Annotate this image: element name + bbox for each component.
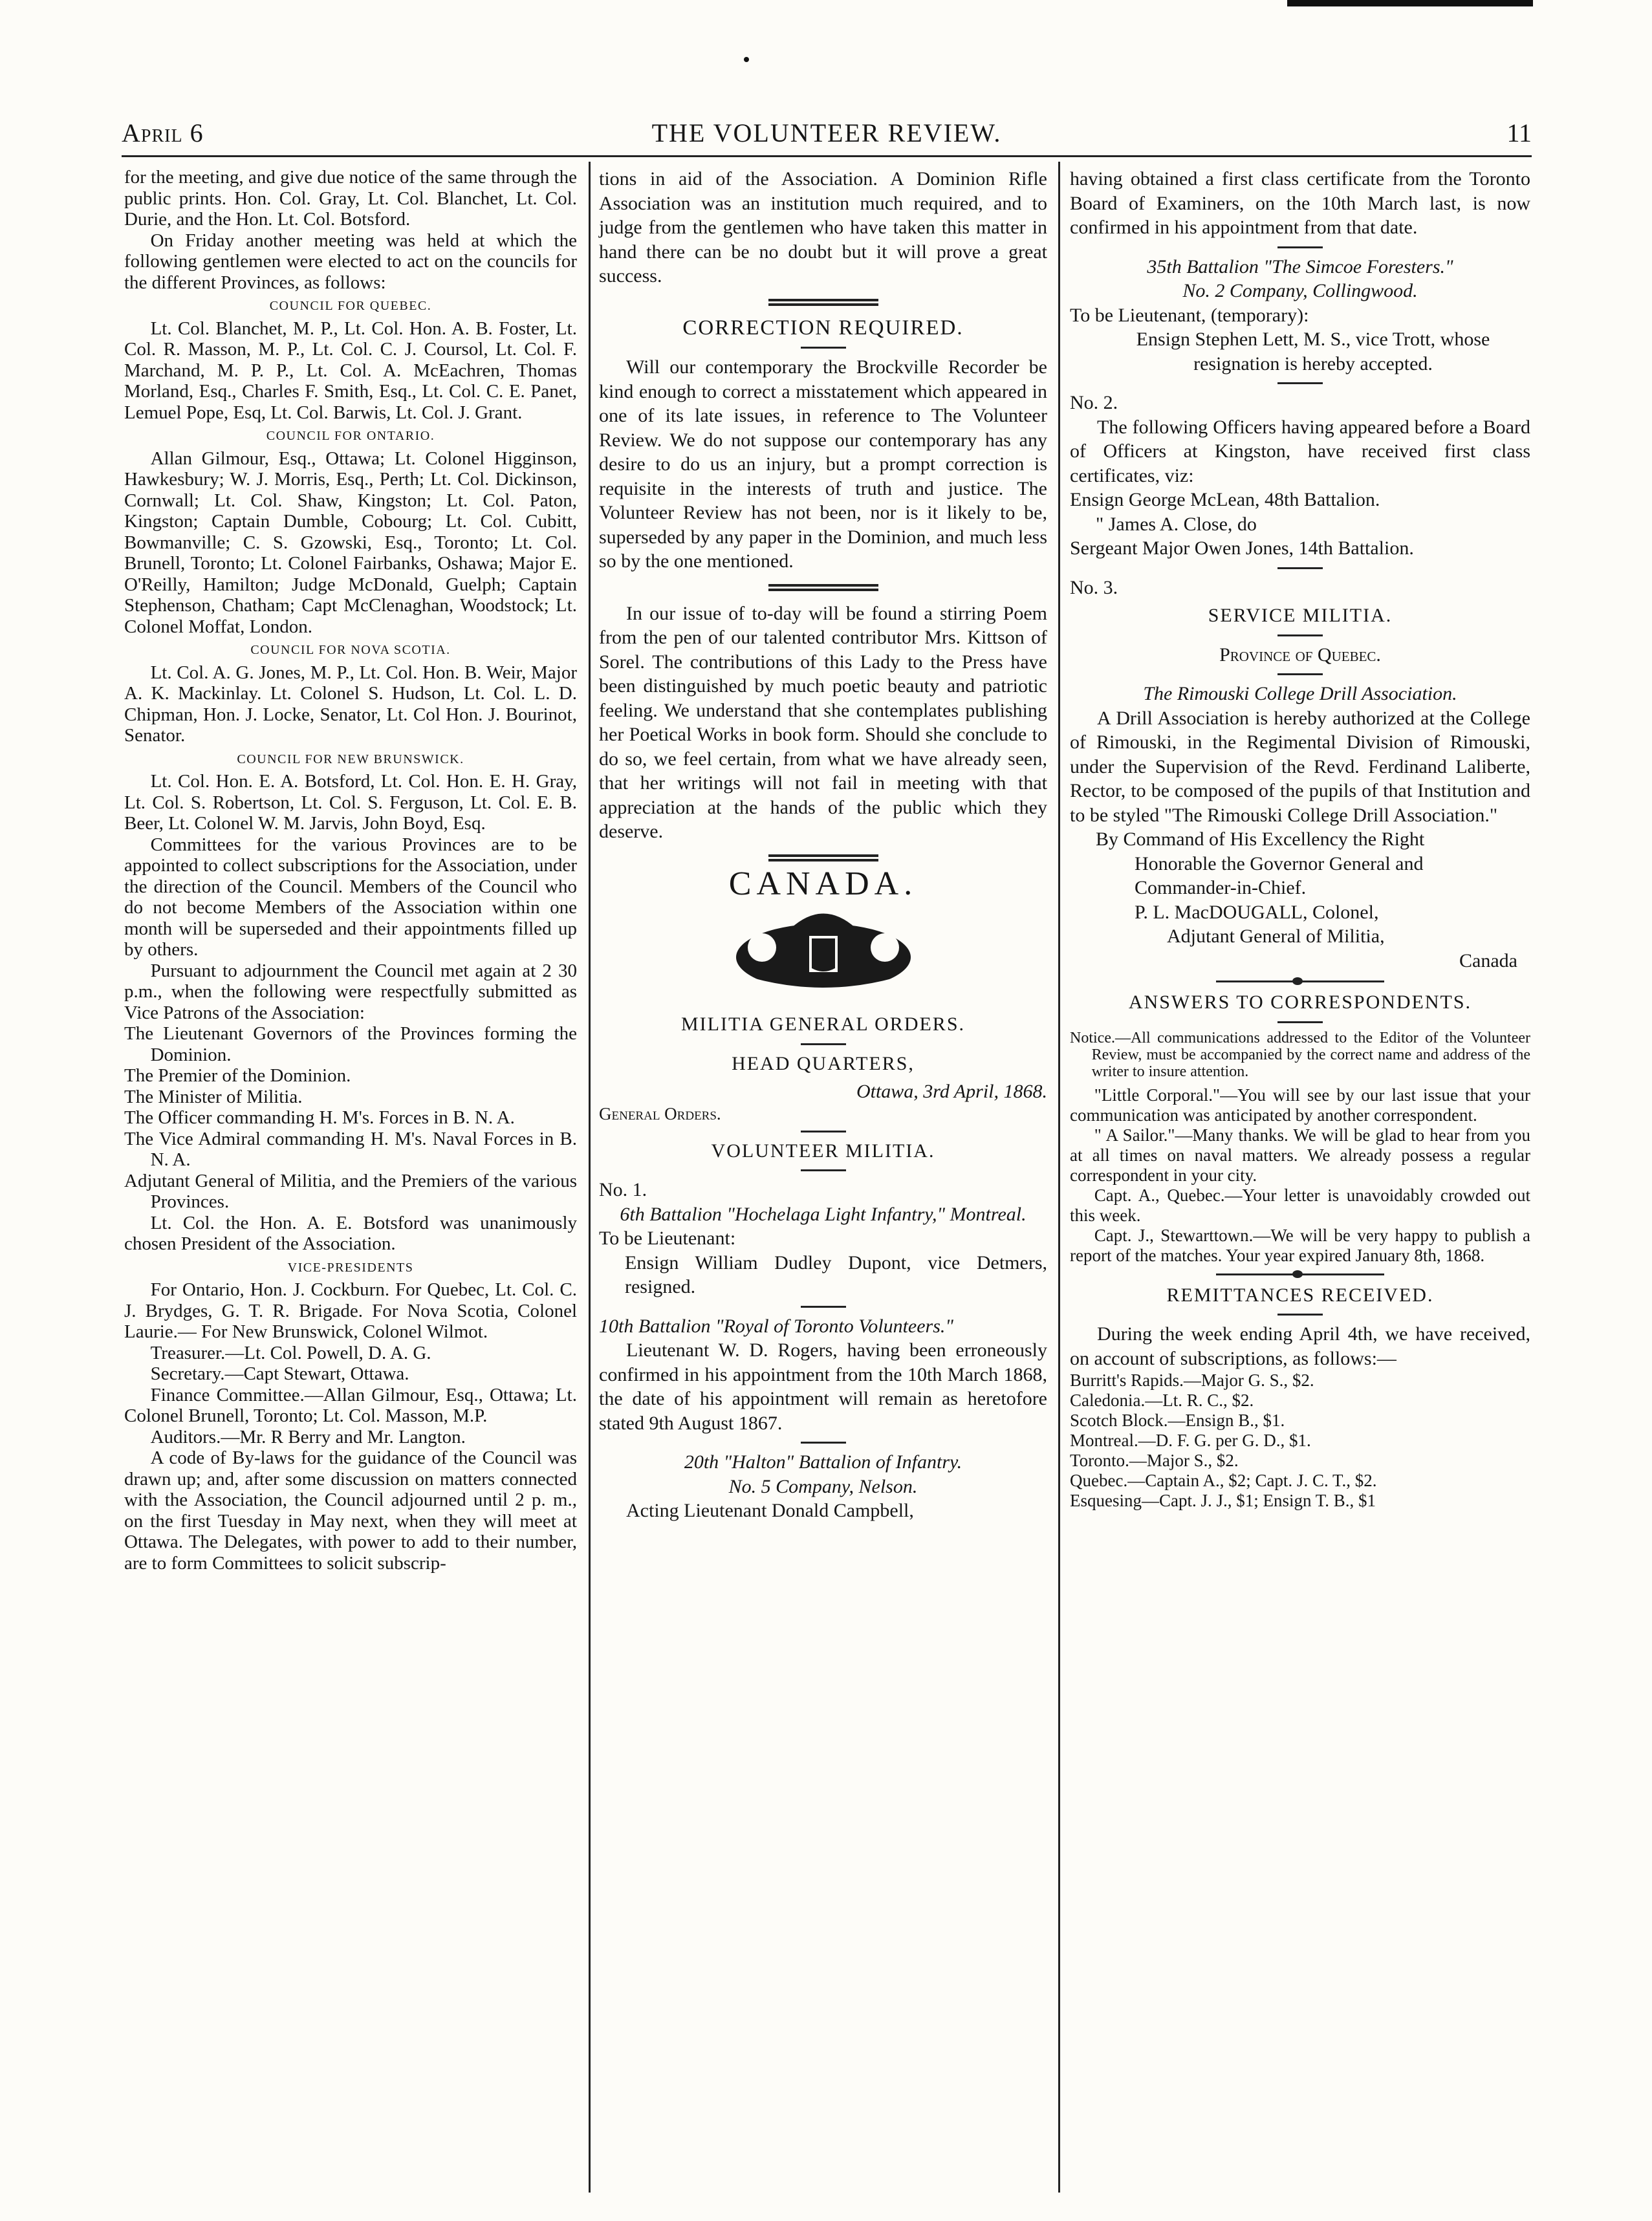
coat-of-arms-icon — [726, 902, 920, 999]
header-rule — [122, 155, 1532, 157]
short-rule — [1277, 1314, 1323, 1316]
short-rule — [801, 1043, 846, 1045]
section-heading: REMITTANCES RECEIVED. — [1166, 1284, 1434, 1306]
column-3 — [1070, 167, 1530, 1511]
section-heading: SERVICE MILITIA. — [1208, 605, 1393, 626]
paragraph: To be Lieutenant: — [599, 1228, 736, 1249]
double-rule — [768, 299, 878, 306]
list-item: The Minister of Militia. — [124, 1086, 303, 1107]
short-rule — [1277, 673, 1323, 675]
double-rule — [768, 584, 878, 591]
short-rule — [801, 1169, 846, 1171]
paragraph: The following Officers having appeared before a Board of Officers at Kingston, have received first class certificates, viz: — [1070, 416, 1530, 486]
column-2 — [599, 167, 1047, 1523]
company-heading: No. 5 Company, Nelson. — [728, 1475, 918, 1497]
short-rule — [801, 347, 846, 349]
paragraph: Capt. A., Quebec.—Your letter is unavoidably crowded out this week. — [1070, 1185, 1530, 1225]
paragraph: For Ontario, Hon. J. Cockburn. For Quebec, Lt. Col. C. J. Brydges, G. T. R. Brigade. For Nova Scotia, Colonel Laurie.— For New Brunswick, Colonel Wilmot. — [124, 1279, 577, 1342]
short-rule — [1277, 246, 1323, 248]
short-rule — [801, 1442, 846, 1444]
paragraph: Acting Lieutenant Donald Campbell, — [626, 1500, 914, 1521]
header-date: April 6 — [122, 118, 204, 147]
ornamental-rule — [1216, 1273, 1384, 1275]
paragraph: Pursuant to adjournment the Council met again at 2 30 p.m., when the following were respectfully submitted as Vice Patrons of the Association: — [124, 960, 577, 1023]
paragraph: tions in aid of the Association. A Dominion Rifle Association was an institution much required, and to judge from the gentlemen who have taken this matter in hand there can be no doubt but it will prove a great success. — [599, 168, 1047, 287]
paragraph: Auditors.—Mr. R Berry and Mr. Langton. — [150, 1426, 466, 1447]
signature-title: Adjutant General of Militia, — [1167, 926, 1385, 947]
dateline: Ottawa, 3rd April, 1868. — [856, 1081, 1047, 1102]
signature-title: Canada — [1459, 949, 1517, 971]
short-rule — [1277, 382, 1323, 384]
column-1 — [124, 167, 577, 1574]
list-item: Adjutant General of Militia, and the Premiers of the various Provinces. — [124, 1170, 577, 1212]
signature-name: P. L. MacDOUGALL, Colonel, — [1135, 901, 1379, 923]
paragraph: Lieutenant W. D. Rogers, having been erroneously confirmed in his appointment from the 10th March 1868, the date of his appointment will remain as heretofore stated 9th August 1867. — [599, 1339, 1047, 1434]
paragraph: for the meeting, and give due notice of the same through the public prints. Hon. Col. Gray, Lt. Col. Blanchet, Lt. Col. Durie, and the Hon. Lt. Col. Botsford. — [124, 167, 577, 230]
paragraph: Lt. Col. Blanchet, M. P., Lt. Col. Hon. A. B. Foster, Lt. Col. R. Masson, M. P., Lt. Col. C. J. Coursol, Lt. Col. F. Marchand, M. P. P., Lt. Col. A. McEachren, Thomas Morland, Esq., Charles F. Smith, Esq., Lt. Col. C. E. Panet, Lemuel Pope, Esq, Lt. Col. Barwis, Lt. Col. J. Grant. — [124, 318, 577, 423]
battalion-heading: 35th Battalion "The Simcoe Foresters." — [1147, 255, 1453, 277]
paragraph: Secretary.—Capt Stewart, Ottawa. — [150, 1363, 409, 1384]
battalion-heading: 6th Battalion "Hochelaga Light Infantry," Montreal. — [620, 1203, 1027, 1225]
list-item: Burritt's Rapids.—Major G. S., $2. — [1070, 1371, 1314, 1390]
list-item: Toronto.—Major S., $2. — [1070, 1451, 1239, 1470]
page-header — [122, 115, 1532, 151]
short-rule — [801, 1131, 846, 1132]
list-item: Scotch Block.—Ensign B., $1. — [1070, 1411, 1285, 1430]
signature-line: Commander-in-Chief. — [1135, 877, 1307, 898]
paragraph: A Drill Association is hereby authorized at the College of Rimouski, in the Regimental Division of Rimouski, under the Supervision of the Revd. Ferdinand Laliberte, Rector, to be composed of the pupils of that Institution and to be styled "The Rimouski College Drill Association." — [1070, 707, 1530, 826]
list-item: Esquesing—Capt. J. J., $1; Ensign T. B., $1 — [1070, 1491, 1376, 1510]
list-item: The Officer commanding H. M's. Forces in B. N. A. — [124, 1107, 515, 1128]
ornamental-rule — [1216, 980, 1384, 982]
paragraph: A code of By-laws for the guidance of the Council was drawn up; and, after some discussion on matters connected with the Association, the Council adjourned until 2 p. m., on the first Tuesday in May next, when they will meet at Ottawa. The Delegates, with power to add to their number, are to form Committees to solicit subscrip- — [124, 1447, 577, 1574]
section-heading: VOLUNTEER MILITIA. — [711, 1140, 935, 1162]
notice: Notice.—All communications addressed to the Editor of the Volunteer Review, must be accompanied by the correct name and address of the writer to insure attention. — [1070, 1029, 1530, 1080]
signature-line: Honorable the Governor General and — [1135, 852, 1424, 874]
paragraph: " A Sailor."—Many thanks. We will be glad to hear from you at all times on naval matters. We already possess a regular correspondent in your city. — [1070, 1125, 1530, 1185]
list-item: " James A. Close, do — [1096, 513, 1257, 535]
paragraph: Ensign Stephen Lett, M. S., vice Trott, whose resignation is hereby accepted. — [1136, 329, 1490, 374]
list-item: The Lieutenant Governors of the Provinces forming the Dominion. — [124, 1023, 577, 1065]
short-rule — [1277, 567, 1323, 569]
paragraph: Allan Gilmour, Esq., Ottawa; Lt. Colonel Higginson, Hawkesbury; W. J. Morris, Esq., Perth; Lt. Col. Dickinson, Cornwall; Lt. Col. Shaw, Kingston; Lt. Col. Paton, Kingston; Captain Dumble, Cobourg; Lt. Col. Cubitt, Bowmanville; C. S. Gzowski, Esq., Toronto; Lt. Col. Brunell, Toronto; Lt. Colonel Fairbanks, Oshawa; Major E. O'Reilly, Hamilton; Judge McDonald, Guelph; Captain Stephenson, Chatham; Capt McClenaghan, Woodstock; Lt. Colonel Moffat, London. — [124, 448, 577, 637]
order-number: No. 1. — [599, 1179, 647, 1200]
section-heading: ANSWERS TO CORRESPONDENTS. — [1128, 991, 1472, 1013]
header-title: THE VOLUNTEER REVIEW. — [651, 118, 1002, 147]
paragraph: Capt. J., Stewarttown.—We will be very happy to publish a report of the matches. Your year expired January 8th, 1868. — [1070, 1225, 1530, 1265]
section-heading: HEAD QUARTERS, — [732, 1052, 915, 1074]
paragraph: having obtained a first class certificate from the Toronto Board of Examiners, on the 10th March last, is now confirmed in his appointment from that date. — [1070, 168, 1530, 238]
paragraph: On Friday another meeting was held at which the following gentlemen were elected to act on the councils for the different Provinces, as follows: — [124, 230, 577, 293]
paragraph: Lt. Col. the Hon. A. E. Botsford was unanimously chosen President of the Association. — [124, 1212, 577, 1254]
section-heading: COUNCIL FOR ONTARIO. — [266, 429, 435, 443]
list-item: Montreal.—D. F. G. per G. D., $1. — [1070, 1431, 1311, 1450]
association-heading: The Rimouski College Drill Association. — [1143, 683, 1457, 704]
paragraph: "Little Corporal."—You will see by our last issue that your communication was anticipated by another correspondent. — [1070, 1085, 1530, 1125]
list-item: Ensign George McLean, 48th Battalion. — [1070, 489, 1380, 510]
list-item: The Premier of the Dominion. — [124, 1065, 351, 1086]
company-heading: No. 2 Company, Collingwood. — [1182, 280, 1418, 301]
section-label: Province of Quebec. — [1219, 644, 1381, 666]
double-rule — [768, 854, 878, 861]
signature-line: By Command of His Excellency the Right — [1096, 829, 1425, 850]
paragraph: Lt. Col. Hon. E. A. Botsford, Lt. Col. Hon. E. H. Gray, Lt. Col. S. Robertson, Lt. Col. S. Ferguson, Lt. Col. E. B. Beer, Lt. Colonel W. M. Jarvis, John Boyd, Esq. — [124, 771, 577, 834]
list-item: Quebec.—Captain A., $2; Capt. J. C. T., $2. — [1070, 1471, 1377, 1490]
paragraph: Committees for the various Provinces are to be appointed to collect subscriptions for the Association, under the direction of the Council. Members of the Council who do not become Members of the Association within one month will be superseded and their appointments filled up by others. — [124, 834, 577, 960]
list-item: The Vice Admiral commanding H. M's. Naval Forces in B. N. A. — [124, 1128, 577, 1170]
short-rule — [1277, 634, 1323, 636]
header-page-number: 11 — [1506, 118, 1532, 147]
short-rule — [1277, 1021, 1323, 1023]
section-heading: VICE-PRESIDENTS — [287, 1260, 414, 1275]
short-rule — [801, 1306, 846, 1308]
section-label: General Orders. — [599, 1103, 721, 1123]
paragraph: During the week ending April 4th, we have received, on account of subscriptions, as follows:— — [1070, 1323, 1530, 1369]
order-number: No. 2. — [1070, 392, 1118, 413]
paragraph: Lt. Col. A. G. Jones, M. P., Lt. Col. Hon. B. Weir, Major A. K. Mackinlay. Lt. Colonel S. Hudson, Lt. Col. L. D. Chipman, Hon. J. Locke, Senator, Lt. Col Hon. J. Bourinot, Senator. — [124, 662, 577, 746]
list-item: Sergeant Major Owen Jones, 14th Battalion. — [1070, 537, 1414, 559]
paragraph: Finance Committee.—Allan Gilmour, Esq., Ottawa; Lt. Colonel Brunell, Toronto; Lt. Col. Masson, M.P. — [124, 1384, 577, 1426]
battalion-heading: 10th Battalion "Royal of Toronto Volunteers." — [599, 1315, 953, 1337]
section-heading: CORRECTION REQUIRED. — [682, 316, 964, 340]
paragraph: Will our contemporary the Brockville Recorder be kind enough to correct a misstatement which appeared in one of its late issues, in reference to The Volunteer Review. We do not suppose our contemporary has any desire to do us an injury, but a prompt correction is requisite in the interests of truth and justice. The Volunteer Review has not been, nor is it likely to be, superseded by any paper in the Dominion, and much less so by the one mentioned. — [599, 356, 1047, 572]
paragraph: Ensign William Dudley Dupont, vice Detmers, resigned. — [625, 1251, 1047, 1297]
paragraph: In our issue of to-day will be found a stirring Poem from the pen of our talented contributor Mrs. Kittson of Sorel. The contributions of this Lady to the Press have been distinguished by much poetic beauty and patriotic feeling. We understand that she contemplates publishing her Poetical Works in book form. Should she conclude to do so, we feel certain, from what we have already seen, that her writings will not fail in meeting with that appreciation at the hands of the public which they deserve. — [599, 602, 1047, 842]
canada-heading: CANADA. — [728, 865, 918, 902]
list-item: Caledonia.—Lt. R. C., $2. — [1070, 1391, 1254, 1410]
column-rule-2 — [1058, 162, 1060, 2193]
battalion-heading: 20th "Halton" Battalion of Infantry. — [684, 1451, 962, 1473]
section-heading: COUNCIL FOR NEW BRUNSWICK. — [237, 752, 464, 766]
order-number: No. 3. — [1070, 576, 1118, 598]
section-heading: MILITIA GENERAL ORDERS. — [680, 1013, 966, 1035]
column-rule-1 — [589, 162, 591, 2193]
top-margin-mark — [1287, 0, 1533, 6]
paragraph: To be Lieutenant, (temporary): — [1070, 304, 1309, 326]
section-heading: COUNCIL FOR NOVA SCOTIA. — [250, 643, 451, 657]
section-heading: COUNCIL FOR QUEBEC. — [269, 299, 432, 313]
paragraph: Treasurer.—Lt. Col. Powell, D. A. G. — [150, 1342, 431, 1363]
ink-dot — [744, 57, 749, 62]
